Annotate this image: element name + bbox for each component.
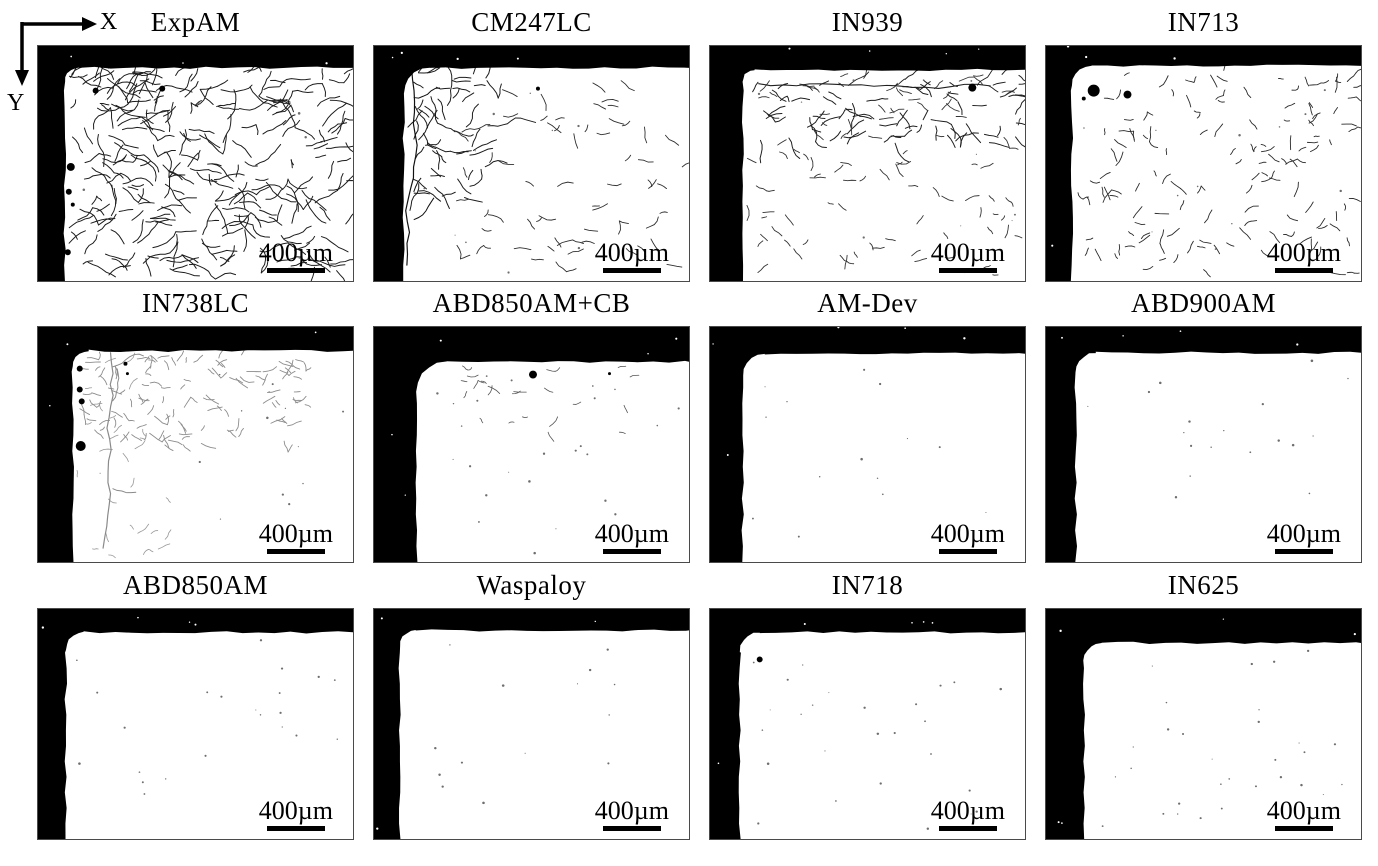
scale-bar xyxy=(931,240,1005,273)
panel-title: IN939 xyxy=(831,7,904,37)
scale-bar xyxy=(931,521,1005,554)
scale-bar-label: 400µm xyxy=(594,238,669,267)
panel-in713 xyxy=(1045,0,1362,282)
scale-bar-line xyxy=(1275,826,1333,831)
panel-title: ExpAM xyxy=(150,7,241,37)
panel-expam xyxy=(37,0,354,282)
panel-title: ABD850AM xyxy=(122,570,268,600)
panel-in625 xyxy=(1045,563,1362,840)
scale-bar-label: 400µm xyxy=(258,796,333,825)
y-axis-label: Y xyxy=(7,90,25,116)
scale-bar xyxy=(1267,798,1341,831)
panel-in718 xyxy=(709,563,1026,840)
scale-bar xyxy=(931,798,1005,831)
scale-bar xyxy=(595,521,669,554)
scale-bar xyxy=(1267,521,1341,554)
scale-bar-line xyxy=(1275,549,1333,554)
micrograph-image xyxy=(1045,608,1362,840)
scale-bar-label: 400µm xyxy=(1266,796,1341,825)
scale-bar-label: 400µm xyxy=(1266,238,1341,267)
scale-bar-label: 400µm xyxy=(258,238,333,267)
micrograph-image xyxy=(37,608,354,840)
scale-bar-label: 400µm xyxy=(594,519,669,548)
panel-title: IN718 xyxy=(831,570,904,600)
panel-title: AM-Dev xyxy=(817,288,918,318)
scale-bar-line xyxy=(267,268,325,273)
panel-title: ABD900AM xyxy=(1130,288,1276,318)
micrograph-image xyxy=(709,608,1026,840)
scale-bar-line xyxy=(1275,268,1333,273)
micrograph-image xyxy=(373,608,690,840)
panel-abd900am xyxy=(1045,281,1362,563)
panel-cm247lc xyxy=(373,0,690,282)
panel-title: CM247LC xyxy=(471,7,592,37)
scale-bar-label: 400µm xyxy=(930,796,1005,825)
panel-title: ABD850AM+CB xyxy=(432,288,631,318)
panel-title: IN625 xyxy=(1167,570,1240,600)
panel-in738lc xyxy=(37,281,354,563)
y-axis-arrowhead-icon xyxy=(15,70,29,86)
micrograph-image xyxy=(1045,326,1362,563)
scale-bar-label: 400µm xyxy=(930,519,1005,548)
micrograph-image xyxy=(709,326,1026,563)
micrograph-image xyxy=(1045,45,1362,282)
x-axis-label: X xyxy=(100,9,118,35)
panel-abd850am xyxy=(37,563,354,840)
scale-bar-line xyxy=(603,826,661,831)
micrograph-image xyxy=(37,45,354,282)
scale-bar-label: 400µm xyxy=(594,796,669,825)
scale-bar-line xyxy=(939,549,997,554)
scale-bar xyxy=(1267,240,1341,273)
micrograph-image xyxy=(373,45,690,282)
panel-title: IN738LC xyxy=(142,288,249,318)
scale-bar-line xyxy=(603,268,661,273)
micrograph-image xyxy=(373,326,690,563)
scale-bar-line xyxy=(603,549,661,554)
panel-am-dev xyxy=(709,281,1026,563)
panel-title: Waspaloy xyxy=(476,570,587,600)
scale-bar-line xyxy=(267,826,325,831)
scale-bar-line xyxy=(939,268,997,273)
scale-bar-label: 400µm xyxy=(1266,519,1341,548)
panel-abd850am-cb xyxy=(373,281,690,563)
scale-bar-line xyxy=(267,549,325,554)
scale-bar xyxy=(259,798,333,831)
panel-in939 xyxy=(709,0,1026,282)
scale-bar-line xyxy=(939,826,997,831)
scale-bar-label: 400µm xyxy=(930,238,1005,267)
micrograph-image xyxy=(709,45,1026,282)
scale-bar xyxy=(595,240,669,273)
panel-title: IN713 xyxy=(1167,7,1240,37)
scale-bar xyxy=(595,798,669,831)
micrograph-image xyxy=(37,326,354,563)
scale-bar-label: 400µm xyxy=(258,519,333,548)
scale-bar xyxy=(259,240,333,273)
panel-waspaloy xyxy=(373,563,690,840)
scale-bar xyxy=(259,521,333,554)
